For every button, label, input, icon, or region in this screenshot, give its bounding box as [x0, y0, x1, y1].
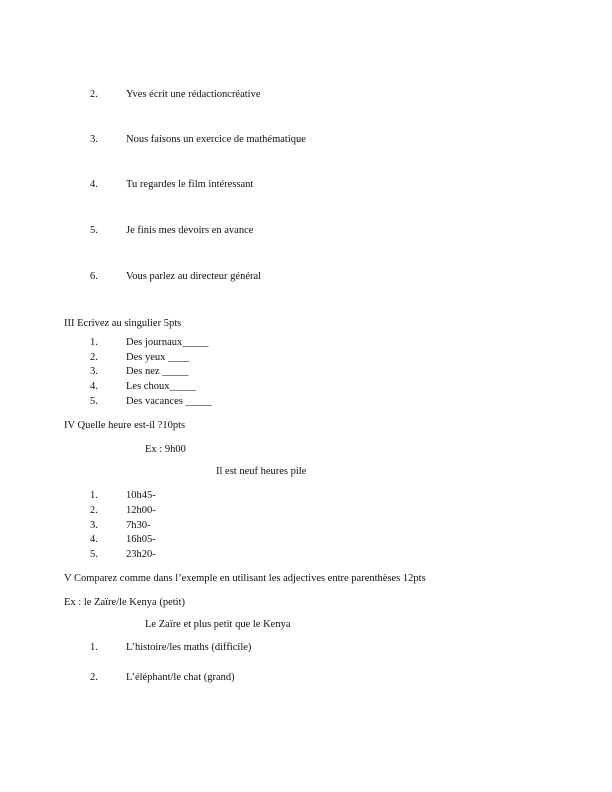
list-number: 6. [90, 271, 98, 282]
list-item: Je finis mes devoirs en avance [126, 225, 254, 236]
list-item: Des yeux ____ [126, 352, 189, 363]
list-item: Des nez _____ [126, 366, 189, 377]
list-number: 2. [90, 89, 98, 100]
list-item: Des vacances _____ [126, 396, 212, 407]
list-number: 3. [90, 520, 98, 531]
list-item: 12h00- [126, 505, 156, 516]
list-item: Nous faisons un exercice de mathématique [126, 134, 306, 145]
list-item: Les choux_____ [126, 381, 196, 392]
list-item: L’histoire/les maths (difficile) [126, 642, 252, 653]
list-number: 2. [90, 505, 98, 516]
list-item: 16h05- [126, 534, 156, 545]
list-item: L’éléphant/le chat (grand) [126, 672, 235, 683]
list-number: 2. [90, 352, 98, 363]
list-number: 1. [90, 490, 98, 501]
section-heading: III Ecrivez au singulier 5pts [64, 318, 182, 329]
list-item: 7h30- [126, 520, 151, 531]
list-number: 5. [90, 225, 98, 236]
list-number: 4. [90, 534, 98, 545]
list-item: Yves écrit une rédactioncréative [126, 89, 261, 100]
list-number: 3. [90, 366, 98, 377]
list-item: Tu regardes le film intéressant [126, 179, 254, 190]
example-answer: Le Zaïre et plus petit que le Kenya [145, 619, 291, 630]
list-number: 1. [90, 337, 98, 348]
example-answer: Il est neuf heures pile [216, 466, 307, 477]
list-item: Des journaux_____ [126, 337, 209, 348]
list-item: 10h45- [126, 490, 156, 501]
list-number: 5. [90, 396, 98, 407]
list-number: 1. [90, 642, 98, 653]
example: Ex : le Zaïre/le Kenya (petit) [64, 597, 185, 608]
list-number: 2. [90, 672, 98, 683]
list-item: 23h20- [126, 549, 156, 560]
list-number: 4. [90, 381, 98, 392]
list-item: Vous parlez au directeur général [126, 271, 262, 282]
section-heading: IV Quelle heure est-il ?10pts [64, 420, 186, 431]
section-heading: V Comparez comme dans l’exemple en utilisant les adjectives entre parenthèses 12pts [64, 573, 426, 584]
example: Ex : 9h00 [145, 444, 186, 455]
list-number: 4. [90, 179, 98, 190]
list-number: 3. [90, 134, 98, 145]
list-number: 5. [90, 549, 98, 560]
